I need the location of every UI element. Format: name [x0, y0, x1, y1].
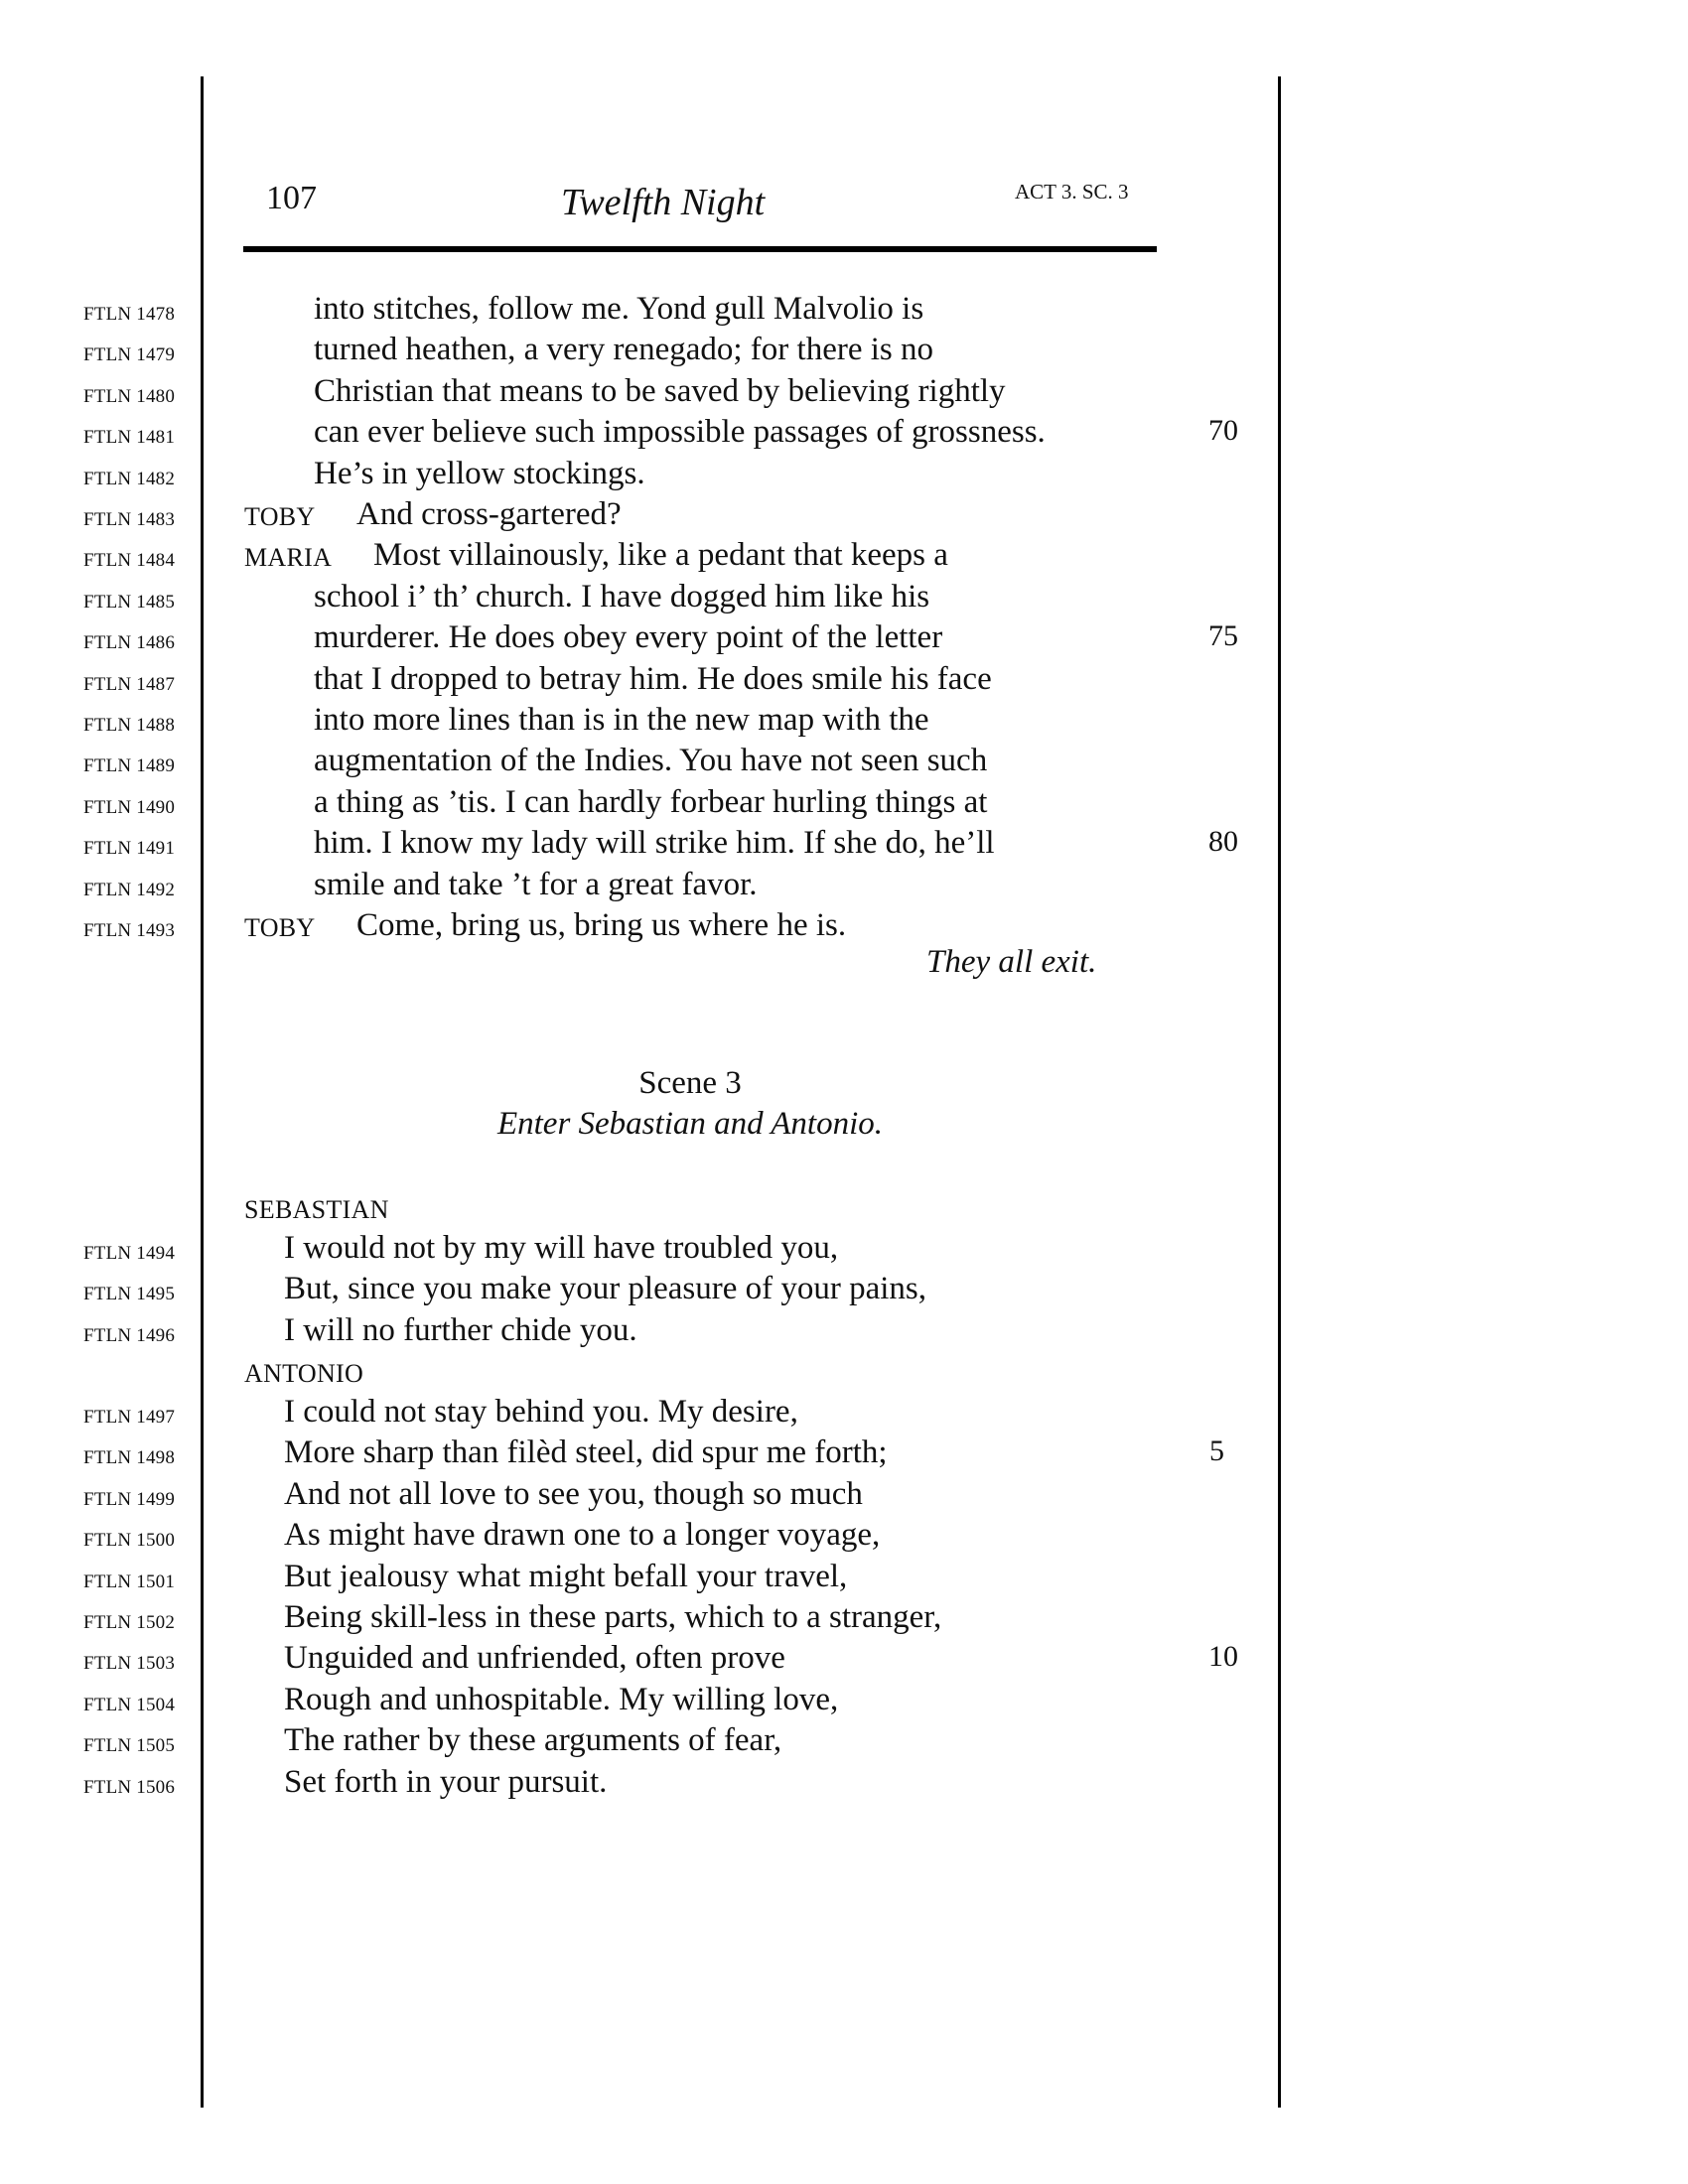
page-number: 107 [266, 180, 317, 216]
line-text: More sharp than filèd steel, did spur me forth; [284, 1434, 888, 1471]
verse-line [0, 1394, 1291, 1435]
exit-stage-direction: They all exit. [926, 944, 1097, 980]
ftln-number: FTLN 1504 [83, 1694, 176, 1715]
line-text: Unguided and unfriended, often prove [284, 1640, 785, 1677]
verse-line [0, 1434, 1291, 1476]
verse-line [0, 784, 1291, 826]
ftln-number: FTLN 1493 [83, 920, 176, 941]
speaker-name: TOBY [244, 502, 316, 531]
line-text: And cross-gartered? [356, 496, 622, 532]
verse-line [0, 332, 1291, 373]
line-number: 10 [1208, 1640, 1238, 1674]
line-text: Being skill-less in these parts, which to a stranger, [284, 1599, 942, 1635]
ftln-number: FTLN 1491 [83, 838, 176, 860]
verse-line [0, 456, 1291, 497]
scene-heading: Scene 3 [638, 1065, 742, 1101]
verse-line [0, 619, 1291, 661]
verse-line [0, 1476, 1291, 1518]
ftln-number: FTLN 1480 [83, 385, 176, 407]
verse-line [0, 1722, 1291, 1764]
ftln-number: FTLN 1503 [83, 1653, 176, 1675]
verse-line [0, 537, 1291, 579]
ftln-number: FTLN 1505 [83, 1735, 176, 1757]
ftln-number: FTLN 1488 [83, 715, 176, 736]
line-text: can ever believe such impossible passages of grossness. [314, 414, 1046, 451]
verse-line [0, 1312, 1291, 1354]
ftln-number: FTLN 1479 [83, 344, 176, 366]
line-text: into stitches, follow me. Yond gull Malvolio is [314, 291, 924, 327]
line-text: him. I know my lady will strike him. If she do, he’ll [314, 825, 995, 862]
speaker-name: MARIA [244, 543, 333, 573]
ftln-number: FTLN 1484 [83, 550, 176, 572]
ftln-number: FTLN 1495 [83, 1284, 176, 1305]
line-text: murderer. He does obey every point of the letter [314, 619, 943, 656]
ftln-number: FTLN 1492 [83, 879, 176, 900]
running-title: Twelfth Night [561, 182, 766, 223]
line-text: school i’ th’ church. I have dogged him like his [314, 578, 930, 614]
line-number: 5 [1209, 1434, 1224, 1468]
line-text: Most villainously, like a pedant that keeps a [373, 537, 948, 574]
verse-line [0, 496, 1291, 538]
line-text: I could not stay behind you. My desire, [284, 1394, 798, 1430]
verse-line [0, 743, 1291, 784]
line-text: a thing as ’tis. I can hardly forbear hurling things at [314, 783, 988, 820]
speaker-line [0, 1189, 1291, 1231]
scene-entrance-direction: Enter Sebastian and Antonio. [496, 1106, 884, 1142]
ftln-number: FTLN 1494 [83, 1243, 176, 1264]
line-text: But, since you make your pleasure of your pains, [284, 1271, 927, 1307]
ftln-number: FTLN 1490 [83, 796, 176, 818]
ftln-number: FTLN 1498 [83, 1447, 176, 1469]
verse-line [0, 414, 1291, 456]
line-text: He’s in yellow stockings. [314, 455, 645, 491]
act-scene-label: ACT 3. SC. 3 [1015, 180, 1129, 204]
speaker-name: ANTONIO [244, 1359, 364, 1388]
line-number: 70 [1208, 414, 1238, 448]
verse-line [0, 1559, 1291, 1600]
verse-line [0, 702, 1291, 744]
verse-line [0, 373, 1291, 415]
line-text: As might have drawn one to a longer voyage, [284, 1517, 881, 1554]
ftln-number: FTLN 1500 [83, 1530, 176, 1552]
verse-line [0, 867, 1291, 908]
verse-line [0, 1271, 1291, 1312]
line-text: Set forth in your pursuit. [284, 1763, 608, 1800]
line-text: smile and take ’t for a great favor. [314, 866, 758, 902]
header-rule [243, 246, 1157, 252]
speaker-line [0, 1353, 1291, 1395]
verse-line [0, 579, 1291, 620]
verse-line [0, 661, 1291, 703]
verse-line [0, 291, 1291, 333]
ftln-number: FTLN 1501 [83, 1570, 176, 1592]
ftln-number: FTLN 1489 [83, 755, 176, 777]
verse-line [0, 1682, 1291, 1723]
line-text: Christian that means to be saved by believing rightly [314, 372, 1006, 409]
verse-line [0, 1599, 1291, 1641]
ftln-number: FTLN 1506 [83, 1776, 176, 1798]
speaker-name: SEBASTIAN [244, 1195, 389, 1224]
line-text: Rough and unhospitable. My willing love, [284, 1681, 839, 1717]
line-text: But jealousy what might befall your travel, [284, 1558, 848, 1594]
line-text: into more lines than is in the new map with the [314, 702, 929, 738]
ftln-number: FTLN 1485 [83, 591, 176, 613]
speaker-name: TOBY [244, 913, 316, 942]
line-text: And not all love to see you, though so much [284, 1475, 863, 1512]
ftln-number: FTLN 1483 [83, 509, 176, 530]
ftln-number: FTLN 1502 [83, 1612, 176, 1633]
line-number: 80 [1208, 825, 1238, 859]
line-text: The rather by these arguments of fear, [284, 1722, 782, 1759]
line-text: that I dropped to betray him. He does smile his face [314, 660, 992, 697]
verse-line [0, 907, 1291, 949]
line-text: turned heathen, a very renegado; for there is no [314, 332, 933, 368]
ftln-number: FTLN 1499 [83, 1488, 176, 1510]
ftln-number: FTLN 1496 [83, 1324, 176, 1346]
ftln-number: FTLN 1486 [83, 632, 176, 654]
verse-line [0, 825, 1291, 867]
verse-line [0, 1230, 1291, 1272]
line-text: Come, bring us, bring us where he is. [356, 907, 847, 943]
verse-line [0, 1764, 1291, 1806]
ftln-number: FTLN 1481 [83, 427, 176, 449]
line-number: 75 [1208, 619, 1238, 653]
verse-line [0, 1517, 1291, 1559]
verse-line [0, 1640, 1291, 1682]
line-text: augmentation of the Indies. You have not seen such [314, 743, 988, 779]
ftln-number: FTLN 1482 [83, 468, 176, 489]
line-text: I will no further chide you. [284, 1311, 637, 1348]
line-text: I would not by my will have troubled you, [284, 1230, 839, 1266]
ftln-number: FTLN 1487 [83, 673, 176, 695]
ftln-number: FTLN 1478 [83, 304, 176, 325]
ftln-number: FTLN 1497 [83, 1407, 176, 1428]
